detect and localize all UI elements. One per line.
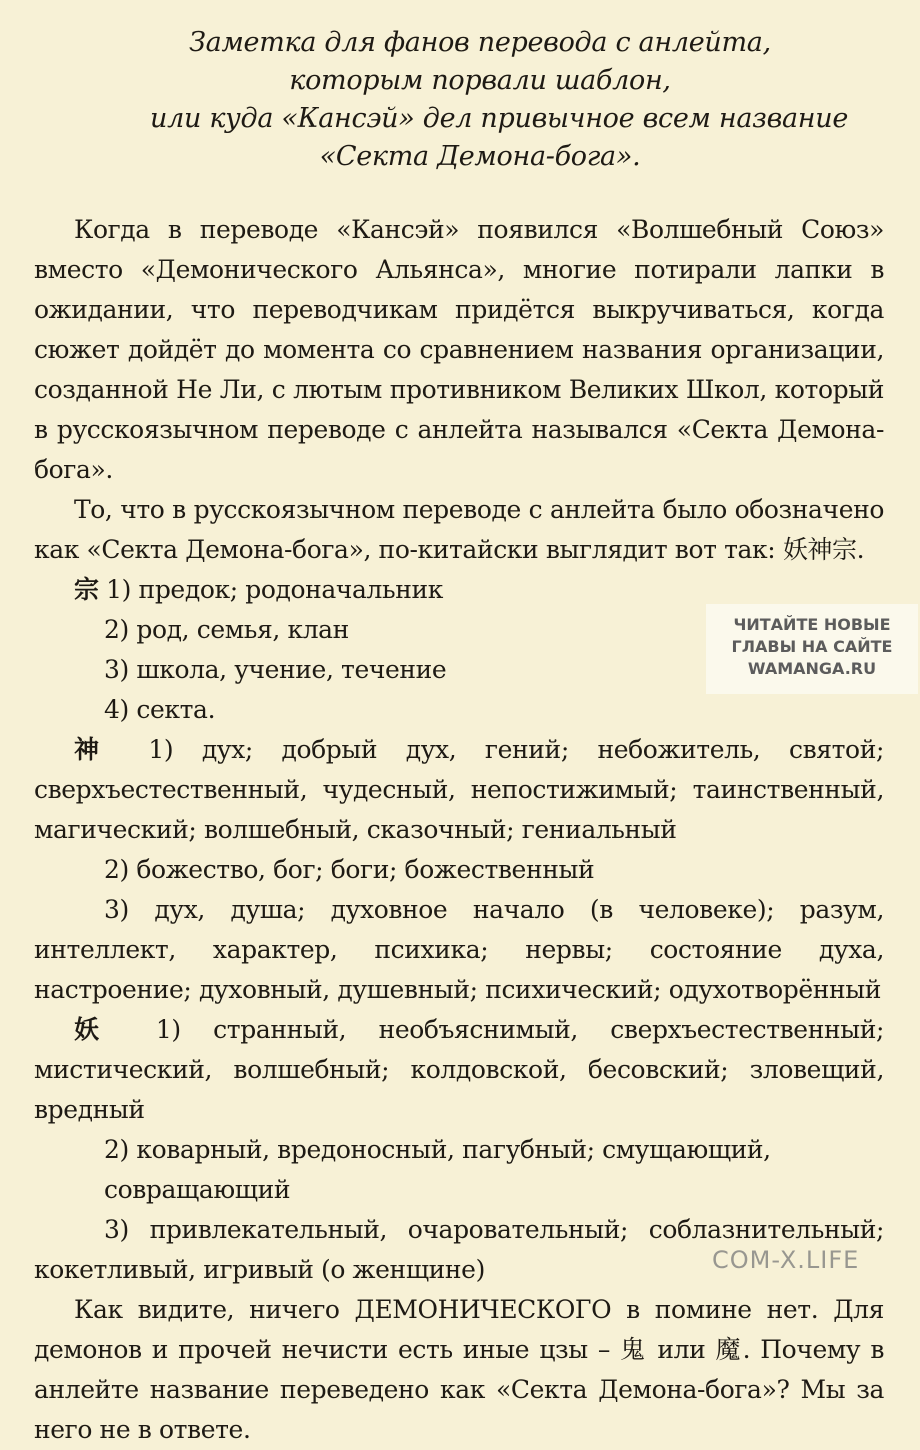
paragraph-conclusion: Как видите, ничего ДЕМОНИЧЕСКОГО в помине нет. Для демонов и прочей нечисти есть иные цзы – 鬼 или 魔. Почему в анлейте название переведено как «Секта Демона-бога»? Мы за него не в ответе. bbox=[34, 1295, 884, 1444]
hanzi-yao: 妖 bbox=[74, 1015, 124, 1044]
dictionary-entry-shen bbox=[34, 730, 884, 1010]
title-line-4: «Секта Демона-бога». bbox=[319, 141, 641, 172]
sense-text: 3) привлекательный, очаровательный; соблазнительный; кокетливый, игривый (о женщине) bbox=[34, 1215, 884, 1284]
title-line-3: или куда «Кансэй» дел привычное всем название bbox=[150, 103, 849, 134]
note-title bbox=[150, 24, 849, 176]
sense-text: 4) секта. bbox=[104, 695, 216, 724]
sense-text: 3) школа, учение, течение bbox=[104, 655, 447, 684]
sense-text: 1) предок; родоначальник bbox=[106, 575, 444, 604]
sense-text: 2) божество, бог; боги; божественный bbox=[104, 855, 595, 884]
title-line-2: которым порвали шаблон, bbox=[289, 65, 671, 96]
hanzi-zong: 宗 bbox=[74, 575, 99, 604]
paragraph-intro: Когда в переводе «Кансэй» появился «Волшебный Союз» вместо «Демонического Альянса», многие потирали лапки в ожидании, что переводчикам придётся выкручиваться, когда сюжет дойдёт до момента со сравнением названия организации, созданной Не Ли, с лютым противником Великих Школ, который в русскоязычном переводе с анлейта назывался «Секта Демона-бога». bbox=[34, 215, 884, 484]
paragraph-chinese-name: То, что в русскоязычном переводе с анлейта было обозначено как «Секта Демона-бога», по-китайски выглядит вот так: 妖神宗. bbox=[34, 495, 884, 564]
sense-text: 2) род, семья, клан bbox=[104, 615, 349, 644]
sense-text: 1) странный, необъяснимый, сверхъестественный; мистический, волшебный; колдовской, бесовский; зловещий, вредный bbox=[34, 1015, 885, 1124]
sense-text: 3) дух, душа; духовное начало (в человеке); разум, интеллект, характер, психика; нервы; состояние духа, настроение; духовный, душевный; психический; одухотворённый bbox=[34, 895, 884, 1004]
hanzi-shen: 神 bbox=[74, 735, 120, 764]
corner-watermark: COM-X.LIFE bbox=[712, 1246, 860, 1274]
site-watermark: ЧИТАЙТЕ НОВЫЕ ГЛАВЫ НА САЙТЕ WAMANGA.RU bbox=[706, 604, 918, 694]
title-line-1: Заметка для фанов перевода с анлейта, bbox=[189, 27, 771, 58]
sense-text: 2) коварный, вредоносный, пагубный; смущающий, совращающий bbox=[104, 1135, 771, 1204]
sense-text: 1) дух; добрый дух, гений; небожитель, святой; сверхъестественный, чудесный, непостижимый; таинственный, магический; волшебный, сказочный; гениальный bbox=[34, 735, 884, 844]
